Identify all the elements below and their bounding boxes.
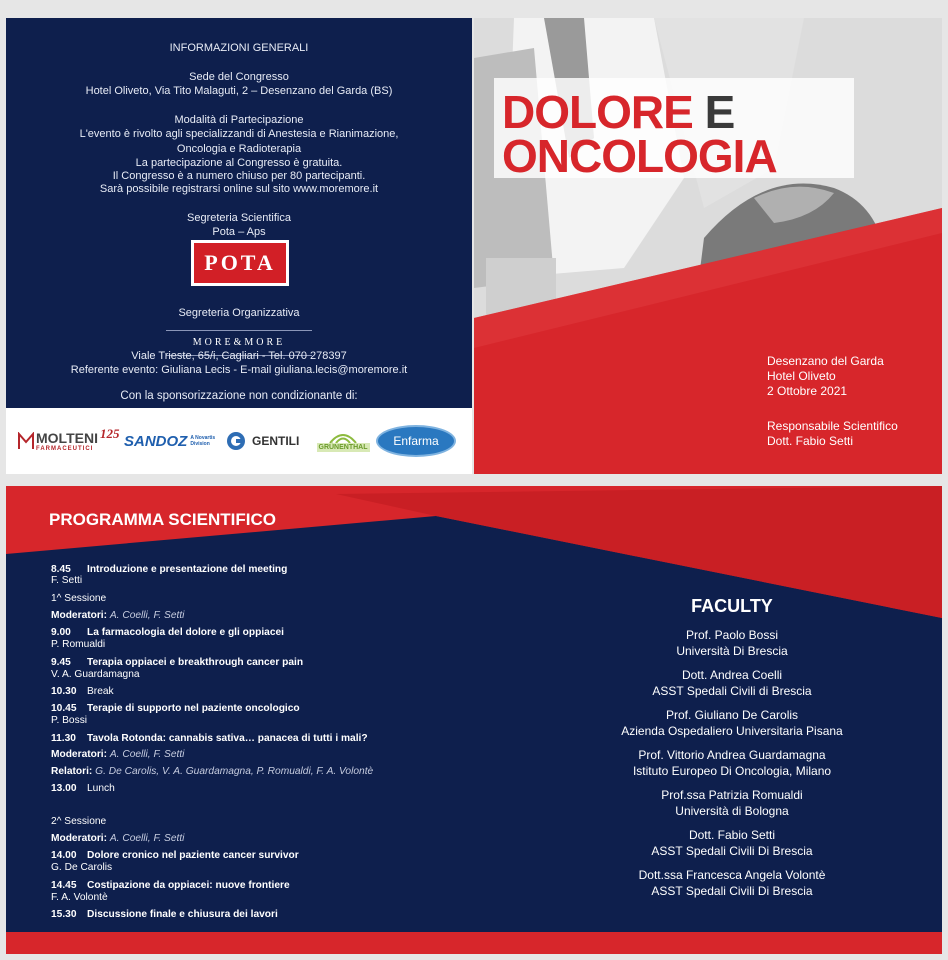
program-speaker: P. Bossi (51, 715, 88, 726)
program-item: 13.00 Lunch (51, 783, 115, 794)
cover-date: 2 Ottobre 2021 (767, 384, 848, 398)
participation-line: La partecipazione al Congresso è gratuita. (135, 157, 343, 169)
faculty-affiliation: ASST Spedali Civili di Brescia (652, 684, 812, 698)
participation-line: Oncologia e Radioterapia (176, 143, 302, 155)
program-item: 9.45 Terapia oppiacei e breakthrough cancer pain (51, 657, 304, 668)
cover-title-dolore: DOLORE (502, 86, 693, 138)
session-1-moderators: Moderatori: A. Coelli, F. Setti (51, 610, 185, 621)
venue-title: Sede del Congresso (189, 71, 289, 83)
sandoz-logo (124, 408, 220, 474)
faculty-affiliation: Azienda Ospedaliero Universitaria Pisana (621, 724, 843, 738)
faculty-affiliation: Istituto Europeo Di Oncologia, Milano (632, 764, 832, 778)
pota-logo-text: POTA (194, 243, 286, 283)
participation-line: L'evento è rivolto agli specializzandi di Anestesia e Rianimazione, (79, 128, 399, 140)
program-title: PROGRAMMA SCIENTIFICO (49, 510, 276, 529)
faculty-name: Dott.ssa Francesca Angela Volontè (638, 868, 826, 882)
scientific-secretariat-title: Segreteria Scientifica (187, 212, 291, 224)
enfarma-name: Enfarma (376, 425, 456, 457)
faculty-title: FACULTY (691, 596, 773, 616)
grunenthal-logo (316, 408, 370, 474)
sponsorship-line: Con la sponsorizzazione non condizionante di: (120, 390, 358, 402)
faculty-affiliation: Università Di Brescia (676, 644, 788, 658)
molteni-m-icon (18, 432, 34, 450)
general-info-panel (6, 18, 472, 408)
sandoz-name: SANDOZ (124, 432, 188, 450)
program-item: 10.30 Break (51, 686, 114, 697)
molteni-logo (18, 408, 126, 474)
faculty-affiliation: ASST Spedali Civili Di Brescia (651, 844, 813, 858)
participation-line: Sarà possibile registrarsi online sul sito www.moremore.it (99, 183, 379, 195)
participation-title: Modalità di Partecipazione (174, 114, 304, 126)
program-speaker: G. De Carolis (51, 862, 113, 873)
program-item: 10.45 Terapie di supporto nel paziente oncologico (51, 703, 300, 714)
cover-hotel: Hotel Oliveto (767, 369, 836, 383)
molteni-sub: FARMACEUTICI (36, 446, 94, 452)
round-table-speakers: Relatori: G. De Carolis, V. A. Guardamagna, P. Romualdi, F. A. Volontè (51, 766, 374, 777)
venue-address: Hotel Oliveto, Via Tito Malaguti, 2 – Desenzano del Garda (BS) (85, 85, 393, 97)
grunenthal-arch-icon (328, 431, 358, 443)
gentili-name: GENTILI (252, 434, 300, 448)
organizing-contact: Referente evento: Giuliana Lecis - E-mail giuliana.lecis@moremore.it (70, 364, 408, 376)
grunenthal-name: GRÜNENTHAL (318, 443, 368, 451)
cover-title-e: E (704, 86, 735, 138)
enfarma-logo (376, 408, 456, 474)
faculty-name: Prof. Giuliano De Carolis (665, 708, 799, 722)
organizing-secretariat-title: Segreteria Organizzativa (178, 307, 300, 319)
gentili-logo (226, 408, 314, 474)
faculty-name: Prof.ssa Patrizia Romualdi (661, 788, 803, 802)
info-heading: INFORMAZIONI GENERALI (169, 42, 309, 54)
faculty-name: Prof. Paolo Bossi (685, 628, 779, 642)
program-item: 15.30 Discussione finale e chiusura dei lavori (51, 909, 278, 920)
program-speaker: P. Romualdi (51, 639, 106, 650)
gentili-g-icon (226, 431, 246, 451)
participation-line: Il Congresso è a numero chiuso per 80 partecipanti. (112, 170, 366, 182)
program-item: 14.00 Dolore cronico nel paziente cancer survivor (51, 850, 299, 861)
cover-responsible-name: Dott. Fabio Setti (767, 434, 854, 448)
program-speaker: F. A. Volontè (51, 892, 108, 903)
session-2-moderators: Moderatori: A. Coelli, F. Setti (51, 833, 185, 844)
program-panel (6, 486, 942, 954)
molteni-name: MOLTENI (36, 430, 98, 446)
sandoz-sub: A Novartis Division (190, 435, 216, 447)
session-1-title: 1^ Sessione (51, 593, 107, 604)
faculty-name: Dott. Andrea Coelli (681, 668, 783, 682)
scientific-secretariat-name: Pota – Aps (212, 226, 266, 238)
molteni-anniversary: 125 (99, 426, 120, 441)
cover-responsible-label: Responsabile Scientifico (767, 419, 898, 433)
program-speaker: F. Setti (51, 575, 83, 586)
program-speaker: V. A. Guardamagna (51, 669, 140, 680)
faculty-name: Dott. Fabio Setti (688, 828, 776, 842)
faculty-affiliation: ASST Spedali Civili Di Brescia (651, 884, 813, 898)
cover-title (502, 86, 735, 138)
more-and-more-logo: MORE&MORE (166, 330, 312, 356)
round-table-moderators: Moderatori: A. Coelli, F. Setti (51, 749, 185, 760)
cover-panel (474, 18, 942, 474)
cover-location: Desenzano del Garda (767, 354, 884, 368)
program-item: 11.30 Tavola Rotonda: cannabis sativa… panacea di tutti i mali? (51, 733, 368, 744)
program-item: 9.00 La farmacologia del dolore e gli oppiacei (51, 627, 285, 638)
organizing-address: Viale Trieste, 65/i, Cagliari - Tel. 070 278397 (131, 350, 347, 362)
faculty-affiliation: Università di Bologna (675, 804, 789, 818)
pota-logo (191, 240, 289, 286)
program-item: 8.45 Introduzione e presentazione del meeting (51, 564, 288, 575)
cover-title-oncologia: ONCOLOGIA (502, 130, 777, 182)
sponsor-strip (6, 408, 472, 474)
program-item: 14.45 Costipazione da oppiacei: nuove frontiere (51, 880, 290, 891)
session-2-title: 2^ Sessione (51, 816, 107, 827)
faculty-name: Prof. Vittorio Andrea Guardamagna (638, 748, 826, 762)
